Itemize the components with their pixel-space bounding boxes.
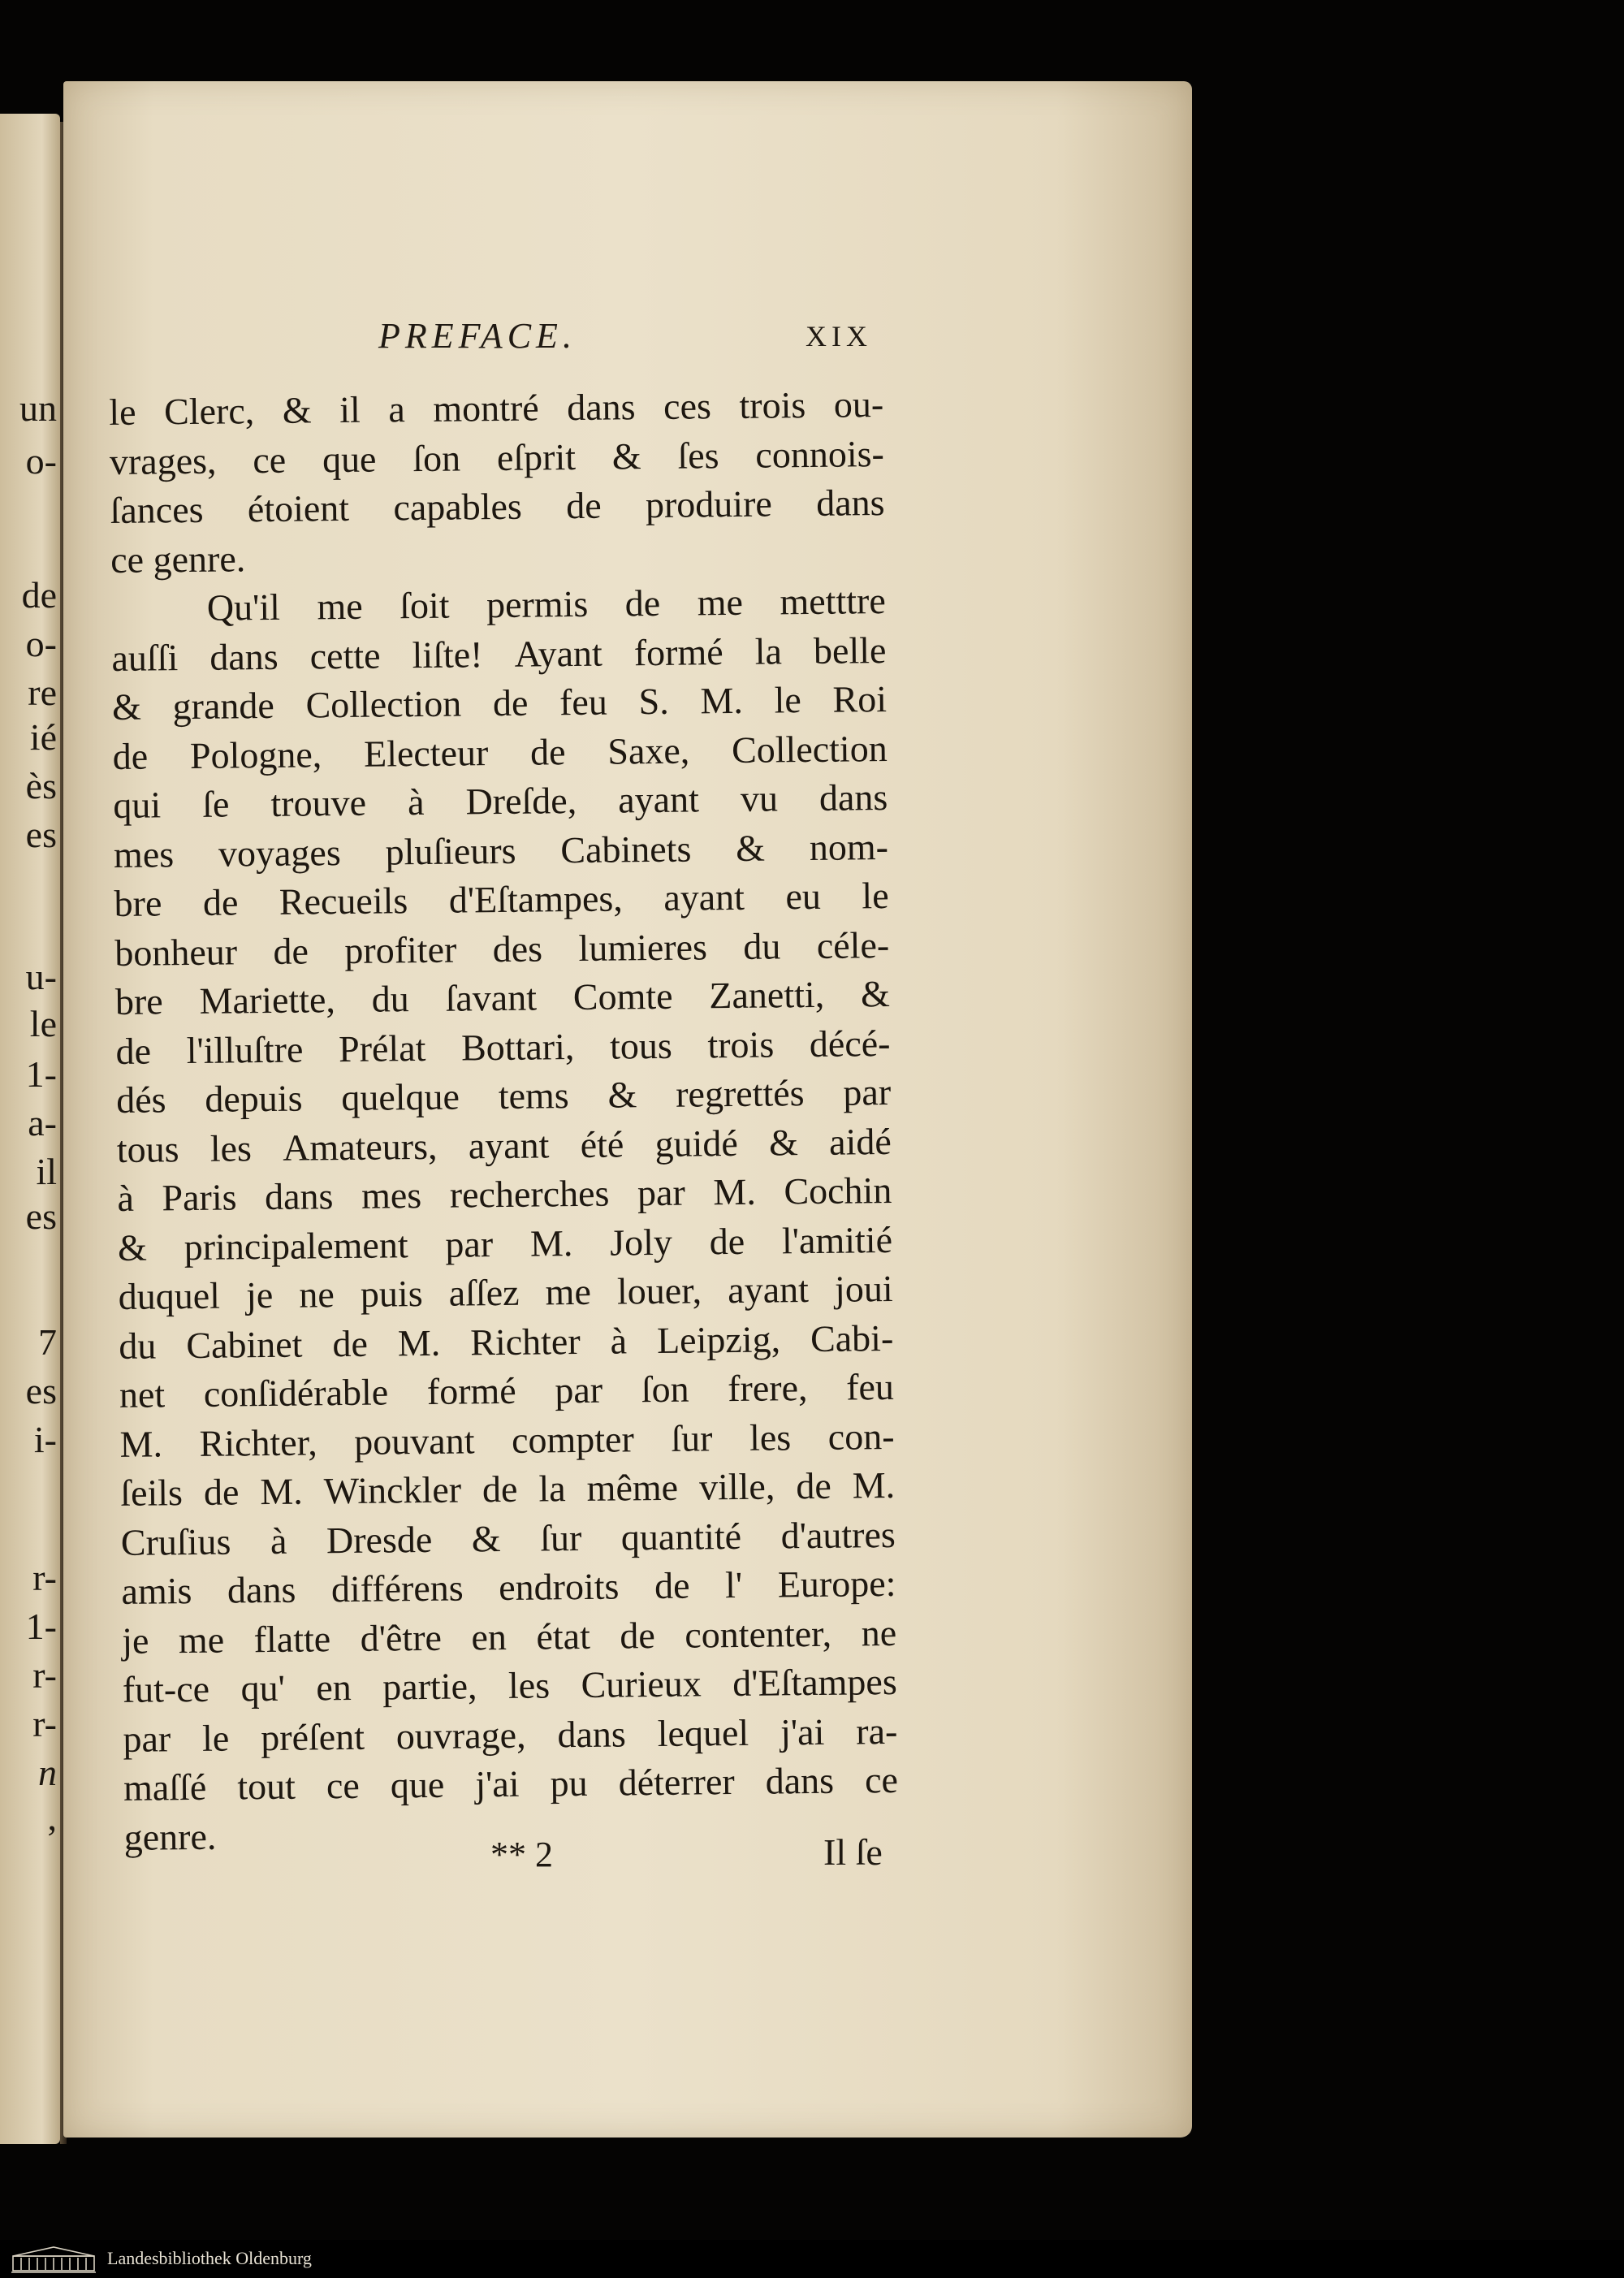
text-line: Cruſius à Dresde & ſur quantité d'autres [120, 1513, 896, 1563]
text-line: mes voyages pluſieurs Cabinets & nom- [113, 825, 889, 875]
text-line: genre. [123, 1815, 217, 1858]
text-line: fut-ce qu' en partie, les Curieux d'Eſtampes [122, 1660, 897, 1710]
left-fragment: es [25, 1195, 57, 1237]
text-line: bre Mariette, du ſavant Comte Zanetti, & [114, 972, 891, 1022]
text-line: de l'illuſtre Prélat Bottari, tous trois décé- [115, 1022, 891, 1072]
text-line: vrages, ce que ſon eſprit & ſes connois- [109, 432, 885, 482]
text-line: bonheur de profiter des lumieres du céle- [114, 923, 890, 974]
text-line: par le préſent ouvrage, dans lequel j'ai ra- [123, 1710, 898, 1760]
left-fragment: o- [25, 440, 57, 482]
library-name: Landesbibliothek Oldenburg [107, 2248, 312, 2268]
text-line: du Cabinet de M. Richter à Leipzig, Cabi- [119, 1316, 894, 1367]
left-fragment: ès [25, 765, 57, 806]
text-line: à Paris dans mes recherches par M. Cochin [117, 1169, 892, 1219]
left-fragment: a- [28, 1102, 57, 1143]
text-line: auſſi dans cette liſte! Ayant formé la belle [111, 629, 887, 679]
left-fragment: 1- [25, 1053, 57, 1095]
left-fragment: es [25, 814, 57, 855]
text-line: & grande Collection de feu S. M. le Roi [111, 677, 888, 728]
text-line: bre de Recueils d'Eſtampes, ayant eu le [114, 874, 889, 924]
text-line: M. Richter, pouvant compter ſur les con- [119, 1415, 895, 1465]
left-fragment: u- [25, 956, 57, 997]
text-line: & principalement par M. Joly de l'amitié [117, 1218, 893, 1269]
left-fragment: 7 [38, 1321, 57, 1363]
text-line: maſſé tout ce que j'ai pu déterrer dans ce [123, 1758, 899, 1809]
text-line: Qu'il me ſoit permis de me metttre [206, 579, 886, 629]
running-head: PREFACE. [378, 316, 577, 356]
text-line: tous les Amateurs, ayant été guidé & aidé [116, 1120, 892, 1170]
text-line: le Clerc, & il a montré dans ces trois ou- [109, 383, 884, 433]
text-line: ſeils de M. Winckler de la même ville, de M. [119, 1463, 896, 1514]
text-line: qui ſe trouve à Dreſde, ayant vu dans [113, 776, 888, 826]
left-fragment: r- [32, 1557, 57, 1598]
text-line: de Pologne, Electeur de Saxe, Collection [112, 727, 888, 777]
text-line: duquel je ne puis aſſez me louer, ayant joui [118, 1267, 893, 1317]
left-fragment: le [29, 1003, 57, 1044]
left-fragment: un [19, 387, 57, 429]
left-fragment: ié [29, 716, 57, 758]
left-fragment: n [38, 1752, 57, 1793]
left-fragment: i- [33, 1419, 57, 1460]
left-fragment: 1- [25, 1606, 57, 1647]
left-fragment: de [21, 574, 57, 616]
left-fragment: r- [32, 1654, 57, 1696]
previous-page-edge [0, 114, 60, 2144]
text-line: ſances étoient capables de produire dans [110, 482, 885, 531]
left-fragment: o- [25, 623, 57, 664]
text-line: net conſidérable formé par ſon frere, feu [119, 1365, 895, 1416]
text-line: amis dans différens endroits de l' Europe: [121, 1562, 896, 1612]
text-line: ce genre. [110, 537, 246, 581]
left-fragment: es [25, 1370, 57, 1411]
signature-mark: ** 2 [490, 1835, 553, 1874]
library-building-icon [10, 2245, 97, 2274]
text-line: dés depuis quelque tems & regrettés par [115, 1070, 892, 1121]
left-fragment: , [47, 1796, 57, 1838]
left-fragment: il [36, 1151, 57, 1192]
catchword: Il ſe [823, 1831, 883, 1873]
left-fragment: re [28, 672, 57, 713]
text-line: je me flatte d'être en état de contenter, ne [121, 1611, 897, 1662]
body-text [109, 380, 899, 1862]
left-fragment: r- [32, 1703, 57, 1744]
page-number: XIX [806, 320, 872, 352]
